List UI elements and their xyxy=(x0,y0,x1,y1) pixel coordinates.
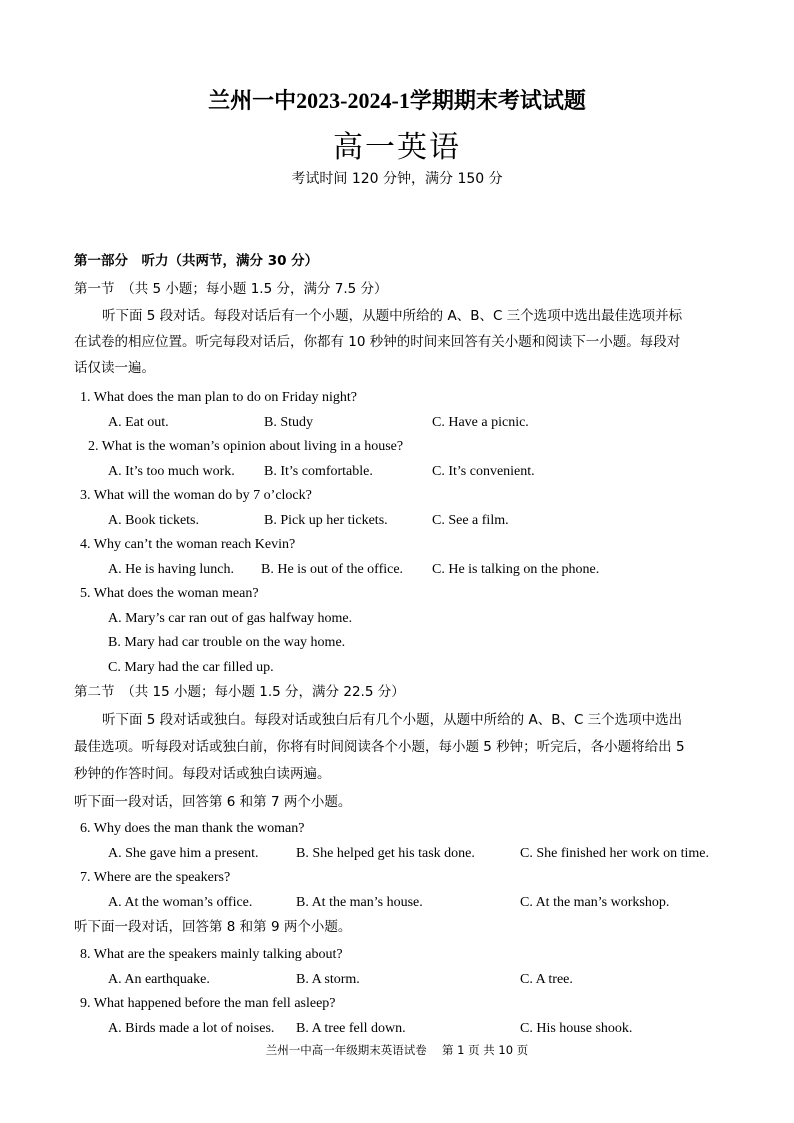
section2-instruction-line: 最佳选项。听每段对话或独白前，你将有时间阅读各个小题，每小题 5 秒钟；听完后，各小题将给出 5 xyxy=(74,739,685,755)
question-2-option-b: B. It’s comfortable. xyxy=(264,464,373,479)
question-9-stem: 9. What happened before the man fell asleep? xyxy=(80,996,336,1011)
question-4-stem: 4. Why can’t the woman reach Kevin? xyxy=(80,537,296,552)
dialogue-instruction: 听下面一段对话，回答第 6 和第 7 两个小题。 xyxy=(74,794,352,810)
question-3-stem: 3. What will the woman do by 7 o’clock? xyxy=(80,488,312,503)
question-7-option-a: A. At the woman’s office. xyxy=(108,895,253,910)
question-6-option-b: B. She helped get his task done. xyxy=(296,846,475,861)
question-1-option-b: B. Study xyxy=(264,415,314,430)
question-5-option-a: A. Mary’s car ran out of gas halfway home. xyxy=(108,611,353,626)
section2-instruction-line: 听下面 5 段对话或独白。每段对话或独白后有几个小题，从题中所给的 A、B、C 三个选项中选出 xyxy=(102,712,683,728)
question-2-option-a: A. It’s too much work. xyxy=(108,464,235,479)
question-1-option-a: A. Eat out. xyxy=(108,415,169,430)
question-9-option-c: C. His house shook. xyxy=(520,1021,633,1036)
question-9-option-a: A. Birds made a lot of noises. xyxy=(108,1021,275,1036)
question-2-option-c: C. It’s convenient. xyxy=(432,464,535,479)
section1-instruction-line: 话仅读一遍。 xyxy=(74,360,155,376)
question-8-option-c: C. A tree. xyxy=(520,972,573,987)
question-3-option-c: C. See a film. xyxy=(432,513,509,528)
section2-title: 第二节 （共 15 小题；每小题 1.5 分，满分 22.5 分） xyxy=(74,684,405,700)
question-4-option-c: C. He is talking on the phone. xyxy=(432,562,600,577)
question-4-option-b: B. He is out of the office. xyxy=(261,562,404,577)
question-1-stem: 1. What does the man plan to do on Friday night? xyxy=(80,390,357,405)
question-7-option-b: B. At the man’s house. xyxy=(296,895,423,910)
question-5-option-b: B. Mary had car trouble on the way home. xyxy=(108,635,346,650)
section1-title: 第一节 （共 5 小题；每小题 1.5 分，满分 7.5 分） xyxy=(74,281,388,297)
exam-title xyxy=(0,84,794,115)
question-3-option-a: A. Book tickets. xyxy=(108,513,199,528)
subject-title: 高一英语 xyxy=(333,130,461,165)
section2-instruction-line: 秒钟的作答时间。每段对话或独白读两遍。 xyxy=(74,766,331,782)
question-3-option-b: B. Pick up her tickets. xyxy=(264,513,388,528)
question-8-stem: 8. What are the speakers mainly talking about? xyxy=(80,947,343,962)
dialogue-instruction: 听下面一段对话，回答第 8 和第 9 两个小题。 xyxy=(74,919,352,935)
exam-info: 考试时间 120 分钟，满分 150 分 xyxy=(291,171,503,187)
question-7-option-c: C. At the man’s workshop. xyxy=(520,895,670,910)
question-8-option-a: A. An earthquake. xyxy=(108,972,210,987)
page-footer: 兰州一中高一年级期末英语试卷 第 1 页 共 10 页 xyxy=(265,1043,529,1057)
question-6-stem: 6. Why does the man thank the woman? xyxy=(80,821,305,836)
question-1-option-c: C. Have a picnic. xyxy=(432,415,529,430)
question-9-option-b: B. A tree fell down. xyxy=(296,1021,406,1036)
question-7-stem: 7. Where are the speakers? xyxy=(80,870,231,885)
question-8-option-b: B. A storm. xyxy=(296,972,360,987)
exam-name: 学期期末考试试题 xyxy=(409,89,586,114)
question-5-stem: 5. What does the woman mean? xyxy=(80,586,259,601)
question-6-option-a: A. She gave him a present. xyxy=(108,846,259,861)
part1-title: 第一部分 听力（共两节，满分 30 分） xyxy=(74,253,319,269)
question-2-stem: 2. What is the woman’s opinion about living in a house? xyxy=(88,439,404,454)
question-5-option-c: C. Mary had the car filled up. xyxy=(108,660,274,675)
section1-instruction-line: 在试卷的相应位置。听完每段对话后，你都有 10 秒钟的时间来回答有关小题和阅读下一小题。每段对 xyxy=(74,334,681,350)
school-year: 2023-2024-1 xyxy=(296,88,410,113)
school-name: 兰州一中 xyxy=(208,89,297,114)
question-6-option-c: C. She finished her work on time. xyxy=(520,846,709,861)
section1-instruction-line: 听下面 5 段对话。每段对话后有一个小题，从题中所给的 A、B、C 三个选项中选出最佳选项并标 xyxy=(102,308,683,324)
question-4-option-a: A. He is having lunch. xyxy=(108,562,234,577)
